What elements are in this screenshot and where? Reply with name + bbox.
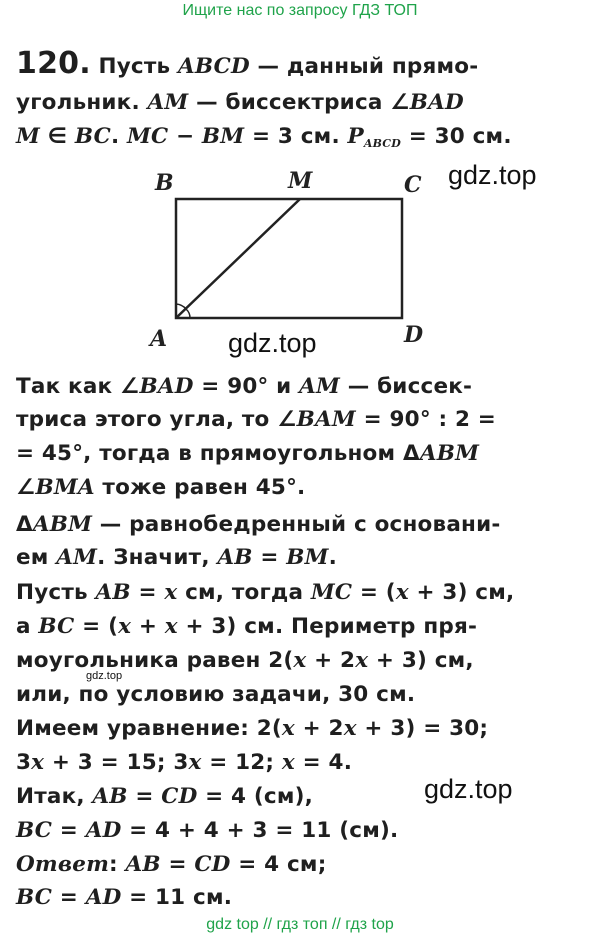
watermark: gdz.top bbox=[448, 160, 537, 190]
solution-line-1: Так как ∠BAD = 90° и AM — биссек- bbox=[16, 374, 473, 399]
solution-line-14: BC = AD = 4 + 4 + 3 = 11 (см). bbox=[16, 818, 399, 843]
solution-line-2: триса этого угла, то ∠BAM = 90° : 2 = bbox=[16, 407, 497, 432]
solution-line-16: BC = AD = 11 см. bbox=[16, 885, 233, 910]
watermark: gdz.top bbox=[86, 670, 123, 682]
angle-mark-2 bbox=[186, 309, 190, 318]
watermark: gdz.top bbox=[424, 774, 513, 804]
solution-line-4: ∠BMA тоже равен 45°. bbox=[16, 475, 306, 500]
solution-line-12: 3x + 3 = 15; 3x = 12; x = 4. bbox=[16, 750, 353, 775]
problem-number: 120. bbox=[16, 46, 91, 81]
vertex-label-m: M bbox=[288, 168, 313, 194]
top-banner: Ищите нас по запросу ГДЗ ТОП bbox=[182, 2, 418, 19]
solution-line-9: моугольника равен 2(x + 2x + 3) см, bbox=[16, 648, 474, 673]
watermark: gdz.top bbox=[228, 328, 317, 358]
bisector-am bbox=[176, 199, 300, 318]
vertex-label-c: C bbox=[404, 172, 422, 198]
answer-label: Ответ bbox=[16, 852, 110, 877]
solution-line-11: Имеем уравнение: 2(x + 2x + 3) = 30; bbox=[16, 716, 489, 741]
solution-line-8: а BC = (x + x + 3) см. Периметр пря- bbox=[16, 614, 478, 639]
solution-line-7: Пусть AB = x см, тогда MC = (x + 3) см, bbox=[16, 580, 515, 605]
vertex-label-b: B bbox=[155, 170, 174, 196]
solution-line-6: ем AM. Значит, AB = BM. bbox=[16, 545, 337, 570]
solution-line-15: Ответ: AB = CD = 4 см; bbox=[16, 852, 327, 877]
problem-line-3: M ∈ BC. MC − BM = 3 см. $P_{ABCD} = 30$ см. bbox=[16, 124, 512, 150]
footer-links: gdz top // гдз топ // гдз top bbox=[206, 916, 394, 933]
angle-mark bbox=[176, 304, 186, 309]
vertex-label-a: A bbox=[150, 326, 168, 352]
solution-line-3: = 45°, тогда в прямоугольном ΔABM bbox=[16, 441, 480, 466]
problem-line-1: 120. Пусть ABCD — данный прямо- bbox=[16, 46, 479, 81]
vertex-label-d: D bbox=[404, 322, 424, 348]
solution-line-5: ΔABM — равнобедренный с основани- bbox=[16, 512, 501, 537]
solution-line-13: Итак, AB = CD = 4 (см), bbox=[16, 784, 314, 809]
rectangle-abcd bbox=[176, 199, 402, 318]
problem-line-2: угольник. AM — биссектриса ∠BAD bbox=[16, 90, 464, 115]
solution-line-10: или, по условию задачи, 30 см. bbox=[16, 682, 416, 707]
